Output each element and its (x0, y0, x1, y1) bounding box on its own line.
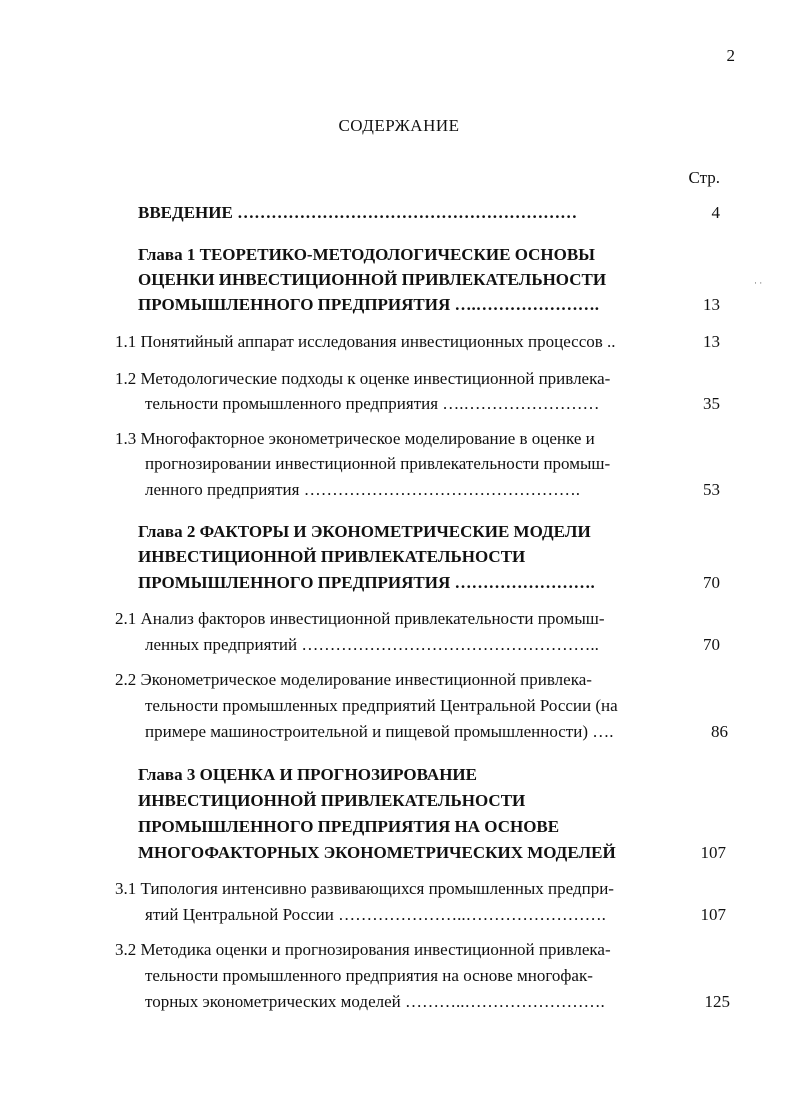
toc-section-1-1-line-1: 1.1 Понятийный аппарат исследования инвестиционных процессов .. (115, 332, 616, 351)
toc-chapter-1-line-2: ОЦЕНКИ ИНВЕСТИЦИОННОЙ ПРИВЛЕКАТЕЛЬНОСТИ (138, 270, 607, 289)
toc-chapter-2-line-1: Глава 2 ФАКТОРЫ И ЭКОНОМЕТРИЧЕСКИЕ МОДЕЛИ (138, 522, 591, 541)
toc-chapter-3-line-4: МНОГОФАКТОРНЫХ ЭКОНОМЕТРИЧЕСКИХ МОДЕЛЕЙ (138, 843, 616, 862)
toc-section-1-3-line-2: прогнозировании инвестиционной привлекательности промыш- (145, 454, 611, 473)
toc-page-section-2-1: 70 (703, 635, 720, 654)
toc-section-2-2-line-1: 2.2 Эконометрическое моделирование инвестиционной привлека- (115, 670, 592, 689)
toc-chapter-1-line-1: Глава 1 ТЕОРЕТИКО-МЕТОДОЛОГИЧЕСКИЕ ОСНОВЫ (138, 245, 595, 264)
toc-chapter-2-line-3: ПРОМЫШЛЕННОГО ПРЕДПРИЯТИЯ ……………………. (138, 573, 595, 592)
toc-page-section-3-1: 107 (700, 905, 726, 924)
toc-section-1-2-line-2: тельности промышленного предприятия ….…………………… (145, 394, 600, 413)
toc-section-3-1-line-1: 3.1 Типология интенсивно развивающихся промышленных предпри- (115, 879, 614, 898)
toc-page-section-1-1: 13 (703, 332, 720, 351)
page-column-header: Стр. (688, 168, 720, 187)
toc-section-1-3-line-3: ленного предприятия …………………………………………. (145, 480, 580, 499)
toc-section-3-1-line-2: ятий Центральной России …………………..……………………. (145, 905, 606, 924)
toc-section-3-2-line-1: 3.2 Методика оценки и прогнозирования инвестиционной привлека- (115, 940, 611, 959)
toc-page-section-2-2: 86 (711, 722, 728, 741)
toc-page-chapter-2: 70 (703, 573, 720, 592)
toc-section-1-2-line-1: 1.2 Методологические подходы к оценке инвестиционной привлека- (115, 369, 611, 388)
toc-title: СОДЕРЖАНИЕ (338, 116, 460, 135)
toc-chapter-3-line-1: Глава 3 ОЦЕНКА И ПРОГНОЗИРОВАНИЕ (138, 765, 477, 784)
toc-page-intro: 4 (711, 203, 720, 222)
toc-chapter-3-line-2: ИНВЕСТИЦИОННОЙ ПРИВЛЕКАТЕЛЬНОСТИ (138, 791, 526, 810)
page-number: 2 (726, 46, 735, 65)
toc-section-1-3-line-1: 1.3 Многофакторное эконометрическое моделирование в оценке и (115, 429, 595, 448)
toc-section-3-2-line-3: торных эконометрических моделей ………..……………………. (145, 992, 605, 1011)
toc-section-2-2-line-2: тельности промышленных предприятий Центральной России (на (145, 696, 618, 715)
toc-section-2-1-line-1: 2.1 Анализ факторов инвестиционной привлекательности промыш- (115, 609, 605, 628)
scan-specks: · · (754, 278, 763, 288)
toc-section-3-2-line-2: тельности промышленного предприятия на основе многофак- (145, 966, 593, 985)
toc-section-2-1-line-2: ленных предприятий …………………………………………….. (145, 635, 599, 654)
toc-page-chapter-1: 13 (703, 295, 720, 314)
toc-entry-intro: ВВЕДЕНИЕ …………………………………………………… (138, 203, 578, 222)
toc-chapter-1-line-3: ПРОМЫШЛЕННОГО ПРЕДПРИЯТИЯ ….…………………. (138, 295, 600, 314)
toc-section-2-2-line-3: примере машиностроительной и пищевой промышленности) …. (145, 722, 614, 741)
toc-page-section-1-2: 35 (703, 394, 720, 413)
toc-page-section-1-3: 53 (703, 480, 720, 499)
toc-chapter-2-line-2: ИНВЕСТИЦИОННОЙ ПРИВЛЕКАТЕЛЬНОСТИ (138, 547, 526, 566)
toc-chapter-3-line-3: ПРОМЫШЛЕННОГО ПРЕДПРИЯТИЯ НА ОСНОВЕ (138, 817, 560, 836)
toc-page-section-3-2: 125 (704, 992, 730, 1011)
toc-page-chapter-3: 107 (700, 843, 726, 862)
